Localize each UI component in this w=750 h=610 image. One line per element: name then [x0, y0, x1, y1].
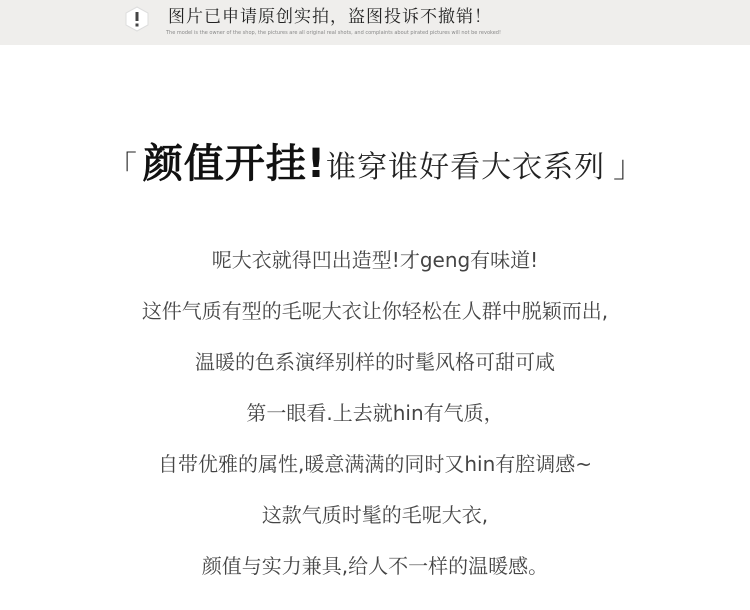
- exclamation-icon: [124, 6, 150, 32]
- description-line: 这件气质有型的毛呢大衣让你轻松在人群中脱颖而出,: [141, 299, 609, 323]
- notice-sub-text: The model is the owner of the shop, the pictures are all original real shots, and complaints about pirated pictures will not be revoked!: [166, 30, 501, 36]
- headline-light-text: 谁穿谁好看大衣系列: [326, 150, 606, 185]
- notice-main-text: 图片已申请原创实拍，盗图投诉不撤销！: [168, 7, 492, 27]
- description-line: 第一眼看.上去就hin有气质，: [246, 401, 504, 425]
- description-lines: [0, 240, 750, 597]
- description-line: 这款气质时髦的毛呢大衣,: [261, 503, 489, 527]
- copyright-notice-bar: [0, 0, 750, 45]
- description-line: 颜值与实力兼具,给人不一样的温暖感。: [201, 554, 549, 578]
- headline-open-bracket: 「: [106, 150, 137, 185]
- description-line: 自带优雅的属性,暖意满满的同时又hin有腔调感~: [157, 452, 593, 476]
- headline: [0, 132, 750, 192]
- headline-close-bracket: 」: [613, 150, 644, 185]
- headline-bold-text: 颜值开挂!: [142, 141, 327, 187]
- description-line: 呢大衣就得凹出造型!才geng有味道!: [211, 248, 539, 272]
- description-line: 温暖的色系演绎别样的时髦风格可甜可咸: [195, 350, 555, 374]
